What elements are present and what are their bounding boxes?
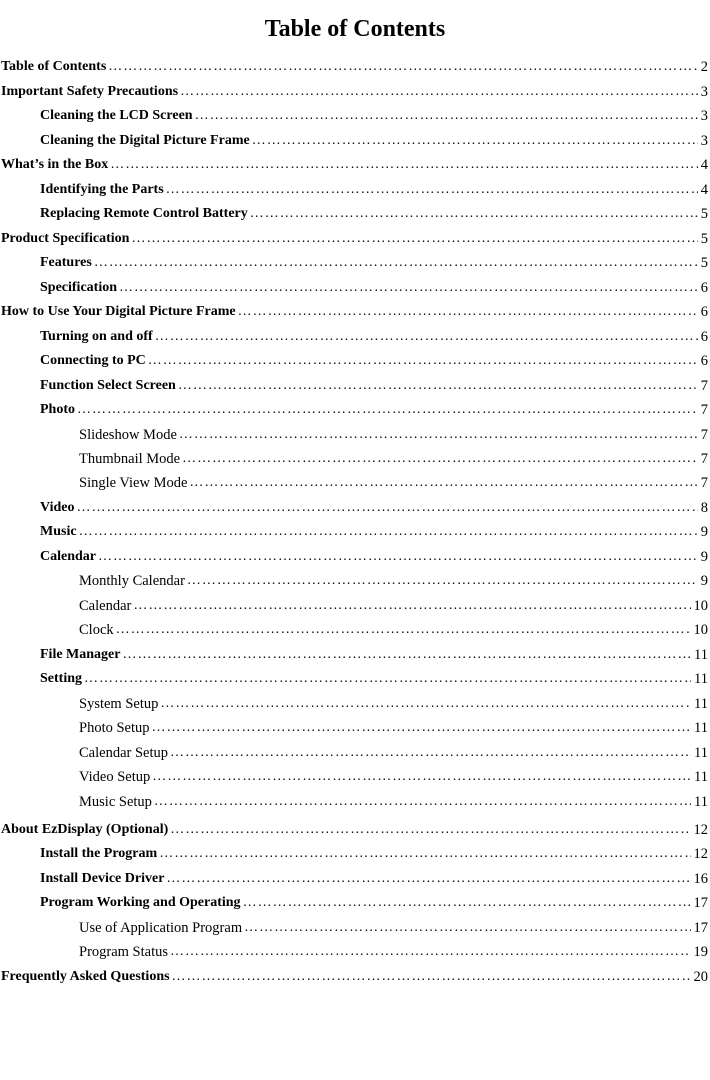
- toc-dot-leader: [238, 303, 698, 321]
- toc-entry-label: Photo Setup: [79, 720, 150, 737]
- toc-dot-leader: [122, 646, 691, 664]
- toc-entry[interactable]: [0, 272, 710, 296]
- toc-entry-page: 11: [694, 769, 708, 786]
- toc-entry[interactable]: [0, 737, 710, 761]
- toc-entry[interactable]: [0, 839, 710, 863]
- toc-entry-page: 6: [700, 304, 708, 321]
- toc-entry[interactable]: [0, 566, 710, 590]
- toc-entry-label: What’s in the Box: [1, 157, 109, 173]
- toc-entry-label: Cleaning the Digital Picture Frame: [40, 132, 250, 148]
- toc-entry[interactable]: [0, 297, 710, 321]
- toc-dot-leader: [133, 597, 690, 615]
- toc-entry-page: 11: [694, 671, 708, 688]
- toc-entry[interactable]: [0, 101, 710, 125]
- toc-entry-label: Features: [40, 255, 92, 271]
- toc-entry-page: 11: [694, 744, 708, 761]
- toc-entry[interactable]: [0, 52, 710, 76]
- toc-dot-leader: [152, 719, 692, 737]
- toc-entry[interactable]: [0, 419, 710, 443]
- toc-entry-page: 17: [693, 895, 708, 912]
- toc-entry-page: 5: [700, 230, 708, 247]
- toc-dot-leader: [179, 426, 698, 444]
- toc-entry-page: 4: [700, 157, 708, 174]
- toc-entry-label: Install the Program: [40, 846, 158, 862]
- toc-dot-leader: [77, 401, 698, 419]
- toc-entry-label: Turning on and off: [40, 328, 153, 344]
- toc-entry-page: 4: [700, 181, 708, 198]
- toc-entry[interactable]: [0, 517, 710, 541]
- toc-entry-label: System Setup: [79, 695, 159, 712]
- toc-entry-label: Product Specification: [1, 230, 130, 246]
- toc-entry-label: Music: [40, 524, 77, 540]
- toc-entry[interactable]: [0, 786, 710, 810]
- toc-entry[interactable]: [0, 174, 710, 198]
- toc-dot-leader: [166, 181, 698, 199]
- toc-entry-page: 7: [700, 450, 708, 467]
- toc-entry[interactable]: [0, 492, 710, 516]
- toc-dot-leader: [84, 670, 691, 688]
- toc-dot-leader: [131, 230, 697, 248]
- toc-entry[interactable]: [0, 223, 710, 247]
- toc-entry[interactable]: [0, 639, 710, 663]
- toc-entry[interactable]: [0, 468, 710, 492]
- toc-entry-page: 11: [694, 720, 708, 737]
- toc-entry-label: Calendar: [79, 597, 132, 614]
- toc-entry[interactable]: [0, 961, 710, 985]
- toc-entry-label: Thumbnail Mode: [79, 450, 181, 467]
- toc-entry-page: 3: [700, 108, 708, 125]
- toc-entry[interactable]: [0, 888, 710, 912]
- toc-dot-leader: [110, 156, 698, 174]
- toc-entry[interactable]: [0, 713, 710, 737]
- toc-dot-leader: [244, 919, 690, 937]
- toc-entry-page: 7: [700, 402, 708, 419]
- toc-dot-leader: [108, 58, 697, 76]
- toc-entry[interactable]: [0, 370, 710, 394]
- toc-dot-leader: [182, 450, 698, 468]
- toc-dot-leader: [172, 968, 691, 986]
- toc-dot-leader: [195, 107, 698, 125]
- toc-entry[interactable]: [0, 688, 710, 712]
- toc-entry-label: Calendar Setup: [79, 744, 168, 761]
- toc-entry-label: Cleaning the LCD Screen: [40, 108, 193, 124]
- toc-entry-page: 3: [700, 132, 708, 149]
- toc-entry-label: How to Use Your Digital Picture Frame: [1, 304, 236, 320]
- toc-dot-leader: [243, 894, 691, 912]
- toc-entry-label: Program Status: [79, 944, 169, 961]
- toc-entry-label: Identifying the Parts: [40, 181, 164, 197]
- toc-entry-page: 5: [700, 255, 708, 272]
- toc-entry-page: 7: [700, 426, 708, 443]
- toc-dot-leader: [148, 352, 698, 370]
- toc-entry-page: 10: [693, 622, 708, 639]
- toc-entry-label: Video: [40, 499, 75, 515]
- toc-entry-page: 16: [693, 870, 708, 887]
- toc-dot-leader: [187, 572, 698, 590]
- toc-entry-page: 3: [700, 83, 708, 100]
- toc-entry-label: Specification: [40, 279, 117, 295]
- toc-entry[interactable]: [0, 346, 710, 370]
- toc-entry-label: Slideshow Mode: [79, 426, 177, 443]
- toc-dot-leader: [160, 695, 691, 713]
- toc-list: [0, 52, 710, 986]
- toc-dot-leader: [94, 254, 698, 272]
- toc-entry-page: 6: [700, 328, 708, 345]
- toc-entry[interactable]: [0, 395, 710, 419]
- toc-dot-leader: [152, 768, 691, 786]
- toc-dot-leader: [98, 548, 698, 566]
- toc-entry[interactable]: [0, 937, 710, 961]
- toc-entry-label: Connecting to PC: [40, 353, 146, 369]
- toc-entry[interactable]: [0, 541, 710, 565]
- toc-entry[interactable]: [0, 444, 710, 468]
- toc-dot-leader: [155, 328, 698, 346]
- toc-entry-label: Use of Application Program: [79, 919, 243, 936]
- toc-entry-page: 7: [700, 377, 708, 394]
- page-title: Table of Contents: [264, 16, 446, 43]
- toc-entry-label: Music Setup: [79, 793, 152, 810]
- toc-entry-label: Monthly Calendar: [79, 573, 185, 590]
- toc-entry-label: Frequently Asked Questions: [1, 968, 170, 984]
- toc-entry-label: Single View Mode: [79, 475, 188, 492]
- toc-entry-page: 17: [693, 919, 708, 936]
- toc-entry-label: Setting: [40, 671, 82, 687]
- toc-entry-label: Important Safety Precautions: [1, 83, 179, 99]
- toc-entry[interactable]: [0, 863, 710, 887]
- toc-entry-page: 7: [700, 475, 708, 492]
- toc-entry-label: Program Working and Operating: [40, 895, 241, 911]
- toc-entry-page: 8: [700, 499, 708, 516]
- toc-entry-page: 9: [700, 548, 708, 565]
- toc-entry[interactable]: [0, 815, 710, 839]
- toc-entry-label: Video Setup: [79, 769, 151, 786]
- toc-entry-page: 11: [694, 646, 708, 663]
- toc-entry[interactable]: [0, 321, 710, 345]
- toc-entry-label: Photo: [40, 402, 75, 418]
- toc-entry-page: 11: [694, 793, 708, 810]
- toc-dot-leader: [159, 845, 690, 863]
- toc-dot-leader: [189, 474, 697, 492]
- toc-dot-leader: [79, 523, 698, 541]
- toc-entry-label: Install Device Driver: [40, 870, 165, 886]
- toc-entry-label: Function Select Screen: [40, 377, 176, 393]
- toc-dot-leader: [180, 83, 698, 101]
- toc-entry-label: File Manager: [40, 646, 121, 662]
- toc-entry-page: 19: [693, 944, 708, 961]
- toc-entry-page: 9: [700, 524, 708, 541]
- toc-dot-leader: [154, 793, 691, 811]
- toc-entry-page: 9: [700, 573, 708, 590]
- toc-entry-page: 6: [700, 279, 708, 296]
- toc-entry-page: 11: [694, 695, 708, 712]
- toc-dot-leader: [178, 377, 698, 395]
- toc-dot-leader: [76, 499, 697, 517]
- toc-entry-label: Clock: [79, 622, 114, 639]
- toc-dot-leader: [119, 279, 698, 297]
- toc-dot-leader: [170, 943, 690, 961]
- toc-dot-leader: [116, 621, 691, 639]
- toc-entry[interactable]: [0, 125, 710, 149]
- toc-entry-page: 2: [700, 59, 708, 76]
- toc-dot-leader: [166, 870, 690, 888]
- toc-entry-label: Calendar: [40, 548, 96, 564]
- toc-entry[interactable]: [0, 248, 710, 272]
- toc-entry[interactable]: [0, 76, 710, 100]
- toc-entry[interactable]: [0, 615, 710, 639]
- toc-entry-page: 12: [693, 846, 708, 863]
- toc-entry-page: 5: [700, 206, 708, 223]
- toc-entry[interactable]: [0, 664, 710, 688]
- toc-entry-page: 10: [693, 597, 708, 614]
- toc-dot-leader: [250, 205, 698, 223]
- toc-dot-leader: [170, 744, 691, 762]
- toc-entry-page: 20: [693, 968, 708, 985]
- toc-entry[interactable]: [0, 762, 710, 786]
- toc-entry-label: About EzDisplay (Optional): [1, 822, 169, 837]
- toc-dot-leader: [170, 821, 690, 839]
- toc-entry[interactable]: [0, 199, 710, 223]
- toc-entry-label: Table of Contents: [1, 59, 107, 75]
- toc-dot-leader: [252, 132, 698, 150]
- toc-entry[interactable]: [0, 150, 710, 174]
- toc-entry[interactable]: [0, 912, 710, 936]
- toc-entry[interactable]: [0, 590, 710, 614]
- toc-entry-page: 6: [700, 353, 708, 370]
- toc-entry-label: Replacing Remote Control Battery: [40, 206, 248, 222]
- toc-entry-page: 12: [693, 822, 708, 838]
